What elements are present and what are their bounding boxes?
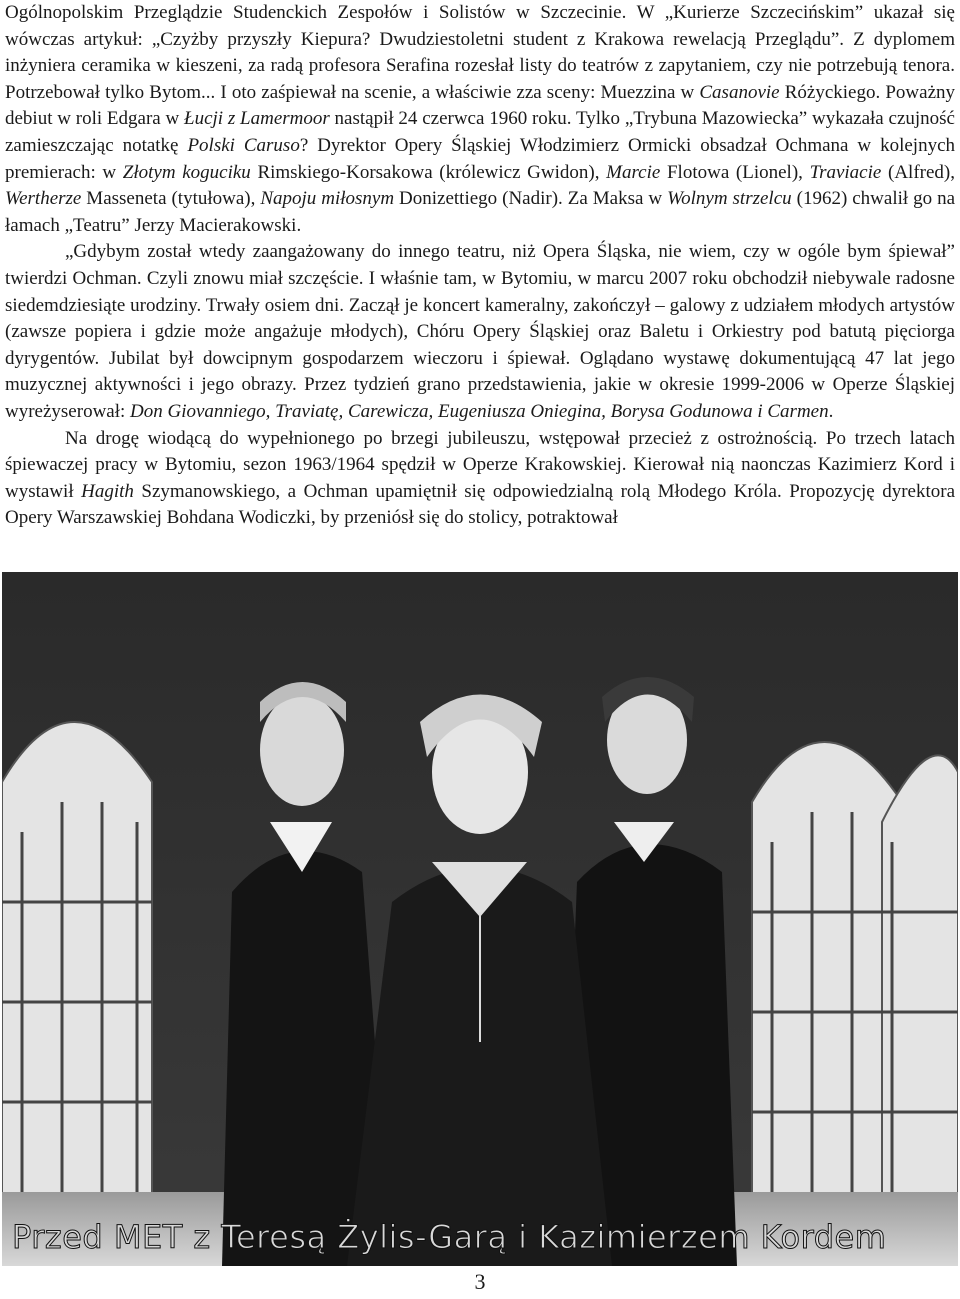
text-run: „Gdybym został wtedy zaangażowany do innego teatru, niż Opera Śląska, nie wiem, czy w ogóle bym śpiewał” twierdzi Ochman. Czyli znowu miał szczęście. I właśnie tam, w Bytomiu, w marcu 2007 roku obchodził niebywale radosne siedemdziesiąte urodziny. Trwały osiem dni. Zaczął je koncert kameralny, zakończył – galowy z udziałem młodych artystów (zawsze popiera i gdzie może angażuje młodych), Chóru Opery Śląskiej oraz Baletu i Orkiestry pod batutą pięciorga dyrygentów. Jubilat był dowcipnym gospodarzem wieczoru i śpiewał. Oglądano wystawę dokumentującą 47 lat jego muzycznej aktywności i jego obrazy. Przez tydzień grano przedstawienia, jakie w okresie 1999-2006 w Operze Śląskiej wyreżyserował:: [5, 241, 955, 422]
text-run: Szymanowskiego, a Ochman upamiętnił się odpowiedzialną rolą Młodego Króla. Propozycję dyrektora Opery Warszawskiej Bohdana Wodiczki, by przeniósł się do stolicy, potraktował: [5, 480, 956, 529]
italic-title: Wertherze: [5, 188, 82, 210]
italic-title: Łucji z Lamermoor: [184, 108, 330, 130]
italic-title: Traviacie: [809, 161, 882, 183]
paragraph: [5, 426, 955, 532]
text-run: nastąpił 24 czerwca 1960 roku. Tylko „Trybuna Mazowiecka” wykazała czujność zamieszczając notatkę: [5, 108, 955, 156]
text-run: (Alfred),: [881, 161, 955, 183]
italic-title: Don Giovanniego, Traviatę, Carewicza, Eugeniusza Oniegina, Borysa Godunowa i Carmen: [130, 400, 829, 422]
text-run: Różyckiego. Poważny debiut w roli Edgara w: [5, 81, 956, 130]
italic-title: Napoju miłosnym: [260, 188, 395, 210]
text-run: Ogólnopolskim Przeglądzie Studenckich Zespołów i Solistów w Szczecinie. W „Kurierze Szczecińskim” ukazał się wówczas artykuł: „Czyżby przyszły Kiepura? Dwudziestoletni student z Krakowa rewelacją Przeglądu”. Z dyplomem inżyniera ceramika w kieszeni, za radą profesora Serafina rozesłał listy do teatrów z zapytaniem, czy nie potrzebują tenora. Potrzebował tylko Bytom... I oto zaśpiewał na scenie, a właściwie zza sceny: Muezzina w: [5, 2, 955, 103]
photo-illustration: [2, 572, 958, 1266]
text-run: Rimskiego-Korsakowa (królewicz Gwidon),: [250, 161, 607, 183]
photograph: [2, 572, 958, 1266]
text-run: Masseneta (tytułowa),: [81, 188, 261, 210]
text-run: (1962) chwalił go na łamach „Teatru” Jerzy Macierakowski.: [5, 188, 956, 236]
text-run: .: [828, 400, 834, 422]
text-run: ? Dyrektor Opery Śląskiej Włodzimierz Ormicki obsadzał Ochmana w kolejnych premierach: w: [5, 134, 955, 183]
italic-title: Casanovie: [699, 81, 780, 103]
paragraph: [5, 0, 955, 239]
italic-title: Marcie: [606, 161, 661, 183]
page-number: 3: [474, 1269, 486, 1294]
article-body: [5, 0, 955, 532]
photo-caption: Przed MET z Teresą Żylis-Garą i Kazimierzem Kordem: [12, 1218, 887, 1256]
text-run: Donizettiego (Nadir). Za Maksa w: [394, 188, 668, 210]
text-run: Na drogę wiodącą do wypełnionego po brzegi jubileuszu, wstępował przecież z ostrożnością. Po trzech latach śpiewaczej pracy w Bytomiu, sezon 1963/1964 spędził w Operze Krakowskiej. Kierował nią naonczas Kazimierz Kord i wystawił: [5, 427, 955, 502]
italic-title: Złotym koguciku: [122, 161, 251, 183]
italic-title: Polski Caruso: [187, 134, 300, 156]
paragraph: [5, 239, 955, 425]
text-run: Flotowa (Lionel),: [660, 161, 810, 183]
italic-title: Wolnym strzelcu: [667, 188, 792, 210]
italic-title: Hagith: [81, 480, 134, 502]
